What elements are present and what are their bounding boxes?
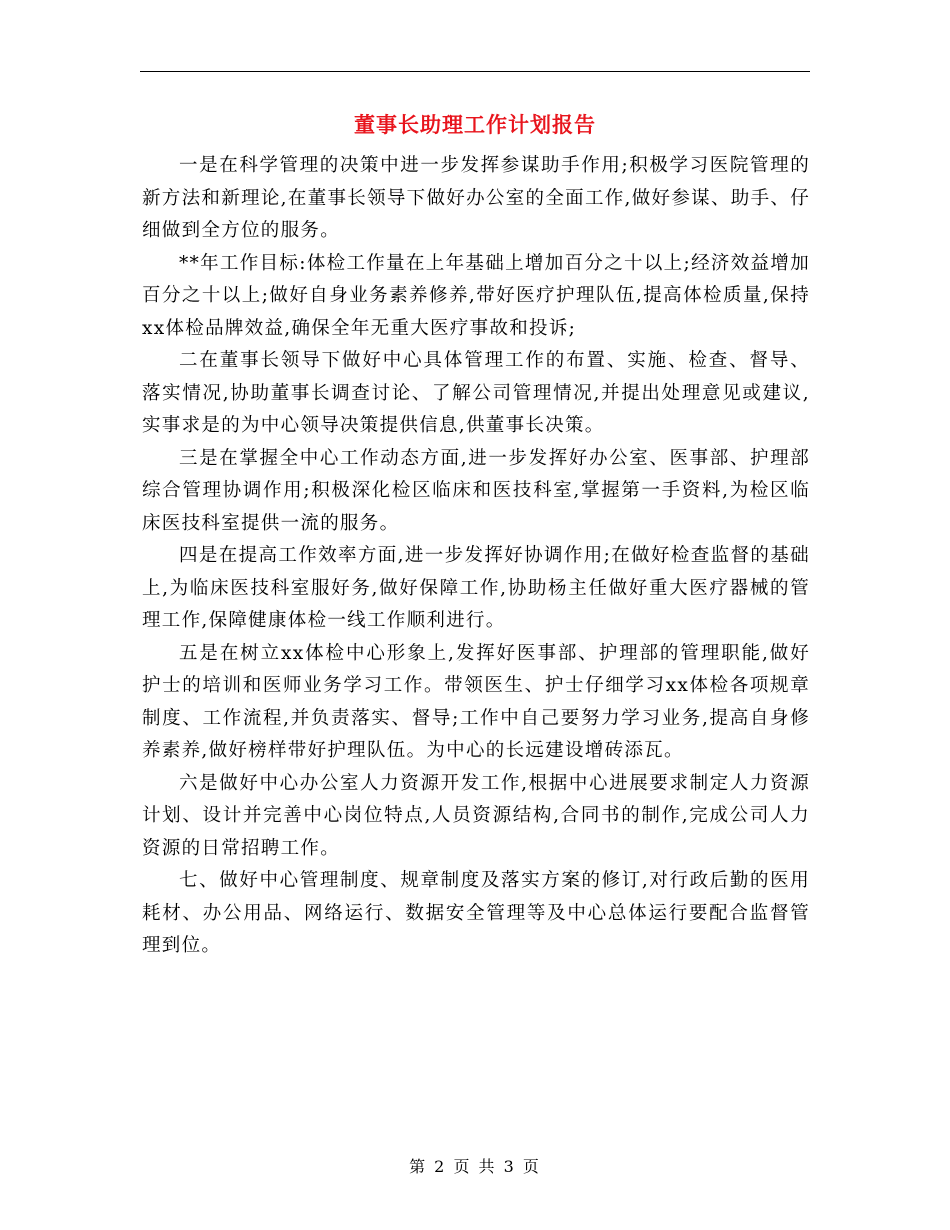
paragraph-8: 七、做好中心管理制度、规章制度及落实方案的修订,对行政后勤的医用耗材、办公用品、网络运行、数据安全管理等及中心总体运行要配合监督管理到位。 [142, 870, 810, 956]
paragraph-2: **年工作目标:体检工作量在上年基础上增加百分之十以上;经济效益增加百分之十以上;做好自身业务素养修养,带好医疗护理队伍,提高体检质量,保持xx体检品牌效益,确保全年无重大医疗事故和投诉; [142, 252, 810, 339]
document-body [142, 150, 810, 963]
page-number-footer: 第 2 页 共 3 页 [409, 1157, 541, 1176]
paragraph-4: 三是在掌握全中心工作动态方面,进一步发挥好办公室、医事部、护理部综合管理协调作用;积极深化检区临床和医技科室,掌握第一手资料,为检区临床医技科室提供一流的服务。 [142, 447, 810, 534]
paragraph-6: 五是在树立xx体检中心形象上,发挥好医事部、护理部的管理职能,做好护士的培训和医师业务学习工作。带领医生、护士仔细学习xx体检各项规章制度、工作流程,并负责落实、督导;工作中自己要努力学习业务,提高自身修养素养,做好榜样带好护理队伍。为中心的长远建设增砖添瓦。 [142, 642, 810, 761]
header-rule [140, 71, 810, 72]
paragraph-5: 四是在提高工作效率方面,进一步发挥好协调作用;在做好检查监督的基础上,为临床医技科室服好务,做好保障工作,协助杨主任做好重大医疗器械的管理工作,保障健康体检一线工作顺利进行。 [142, 545, 810, 631]
paragraph-7: 六是做好中心办公室人力资源开发工作,根据中心进展要求制定人力资源计划、设计并完善中心岗位特点,人员资源结构,合同书的制作,完成公司人力资源的日常招聘工作。 [142, 772, 810, 859]
paragraph-1: 一是在科学管理的决策中进一步发挥参谋助手作用;积极学习医院管理的新方法和新理论,在董事长领导下做好办公室的全面工作,做好参谋、助手、仔细做到全方位的服务。 [142, 155, 810, 241]
document-title: 董事长助理工作计划报告 [354, 113, 596, 137]
paragraph-3: 二在董事长领导下做好中心具体管理工作的布置、实施、检查、督导、落实情况,协助董事长调查讨论、了解公司管理情况,并提出处理意见或建议,实事求是的为中心领导决策提供信息,供董事长决策。 [142, 350, 810, 436]
